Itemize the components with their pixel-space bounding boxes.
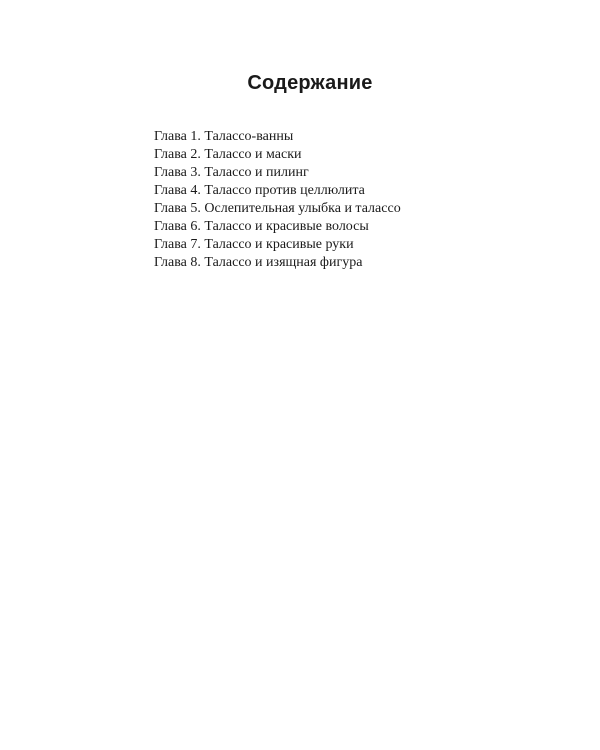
toc-item-chapter-1: Глава 1. Талассо-ванны	[154, 129, 294, 144]
toc-item-chapter-8: Глава 8. Талассо и изящная фигура	[154, 255, 363, 270]
toc-item-chapter-5: Глава 5. Ослепительная улыбка и талассо	[154, 201, 401, 216]
toc-item-chapter-2: Глава 2. Талассо и маски	[154, 147, 302, 162]
page-title: Содержание	[247, 72, 373, 94]
toc-item-chapter-7: Глава 7. Талассо и красивые руки	[154, 237, 354, 252]
table-of-contents	[154, 128, 401, 272]
toc-item-chapter-6: Глава 6. Талассо и красивые волосы	[154, 219, 369, 234]
toc-item-chapter-3: Глава 3. Талассо и пилинг	[154, 165, 309, 180]
toc-item-chapter-4: Глава 4. Талассо против целлюлита	[154, 183, 365, 198]
